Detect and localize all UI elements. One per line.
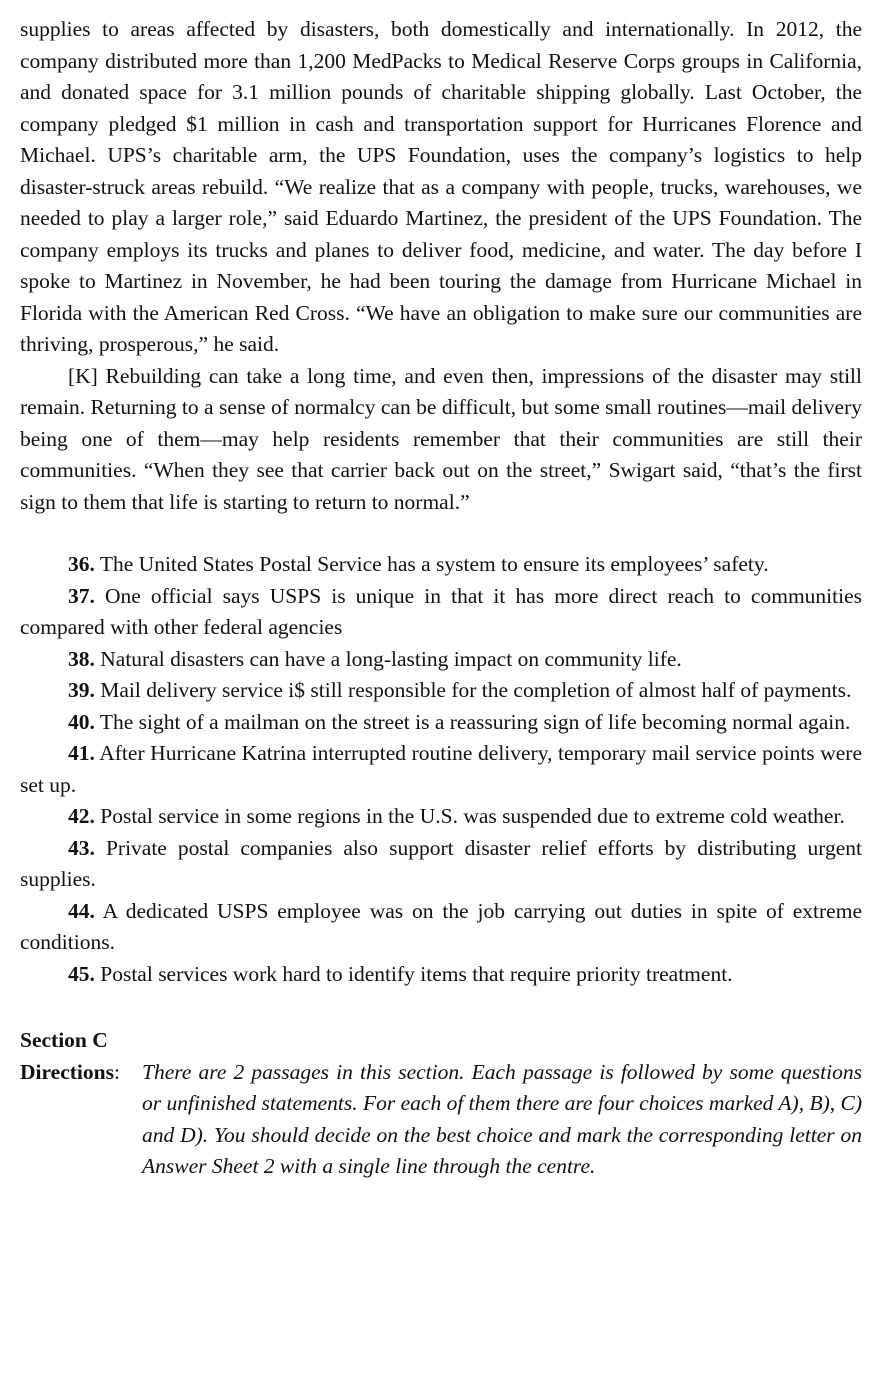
question-number: 41. (68, 741, 95, 765)
question-text: The United States Postal Service has a system to ensure its employees’ safety. (99, 552, 769, 576)
question-text: Postal service in some regions in the U.S. was suspended due to extreme cold weather. (100, 804, 845, 828)
question-number: 40. (68, 709, 95, 734)
passage-paragraph-continued: supplies to areas affected by disasters, both domestically and internationally. In 2012, the company distributed more than 1,200 MedPacks to Medical Reserve Corps groups in California, and donated space for 3.1 million pounds of charitable shipping globally. Last October, the company pledged $1 million in cash and transportation support for Hurricanes Florence and Michael. UPS’s charitable arm, the UPS Foundation, uses the company’s logistics to help disaster-struck areas rebuild. “We realize that as a company with people, trucks, warehouses, we needed to play a larger role,” said Eduardo Martinez, the president of the UPS Foundation. The company employs its trucks and planes to deliver food, medicine, and water. The day before I spoke to Martinez in November, he had been touring the damage from Hurricane Michael in Florida with the American Red Cross. “We have an obligation to make sure our communities are thriving, prosperous,” he said. (20, 17, 862, 356)
question-list (20, 549, 862, 990)
question-text: Natural disasters can have a long-lasting impact on community life. (100, 646, 682, 671)
document-page (20, 0, 862, 1183)
question-item (20, 707, 862, 739)
question-item (20, 549, 862, 581)
question-item (20, 959, 862, 991)
question-text: A dedicated USPS employee was on the job carrying out duties in spite of extreme conditions. (20, 898, 862, 954)
passage-paragraph-k: [K] Rebuilding can take a long time, and even then, impressions of the disaster may still remain. Returning to a sense of normalcy can be difficult, but some small routines—mail delivery being one of them—may help residents remember that their communities are still their communities. “When they see that carrier back out on the street,” Swigart said, “that’s the first sign to them that life is starting to return to normal.” (20, 363, 862, 514)
question-item (20, 675, 862, 707)
question-item (20, 738, 862, 801)
question-text: The sight of a mailman on the street is a reassuring sign of life becoming normal again. (99, 709, 851, 734)
directions-text: There are 2 passages in this section. Each passage is followed by some questions or unfinished statements. For each of them there are four choices marked A), B), C) and D). You should decide on the best choice and mark the corresponding letter on Answer Sheet 2 with a single line through the centre. (142, 1059, 862, 1178)
question-item (20, 644, 862, 676)
question-number: 36. (68, 552, 95, 576)
directions-label (20, 1057, 142, 1183)
directions-colon: : (113, 1059, 120, 1084)
question-item (20, 581, 862, 644)
question-text: Postal services work hard to identify items that require priority treatment. (100, 961, 733, 986)
question-item (20, 833, 862, 896)
question-text: After Hurricane Katrina interrupted routine delivery, temporary mail service points were set up. (20, 741, 862, 797)
section-directions (20, 1057, 862, 1183)
question-text: One official says USPS is unique in that it has more direct reach to communities compared with other federal agencies (20, 583, 862, 639)
directions-label-text: Directions (20, 1059, 114, 1084)
question-number: 39. (68, 678, 95, 702)
question-text: Mail delivery service i$ still responsible for the completion of almost half of payments. (100, 678, 852, 702)
question-number: 42. (68, 804, 95, 828)
section-title: Section C (20, 1028, 108, 1052)
question-text: Private postal companies also support disaster relief efforts by distributing urgent supplies. (20, 835, 862, 891)
question-number: 38. (68, 646, 95, 671)
question-number: 37. (68, 583, 95, 608)
question-item (20, 801, 862, 833)
question-number: 43. (68, 835, 95, 860)
question-number: 44. (68, 898, 95, 923)
question-number: 45. (68, 961, 95, 986)
question-item (20, 896, 862, 959)
